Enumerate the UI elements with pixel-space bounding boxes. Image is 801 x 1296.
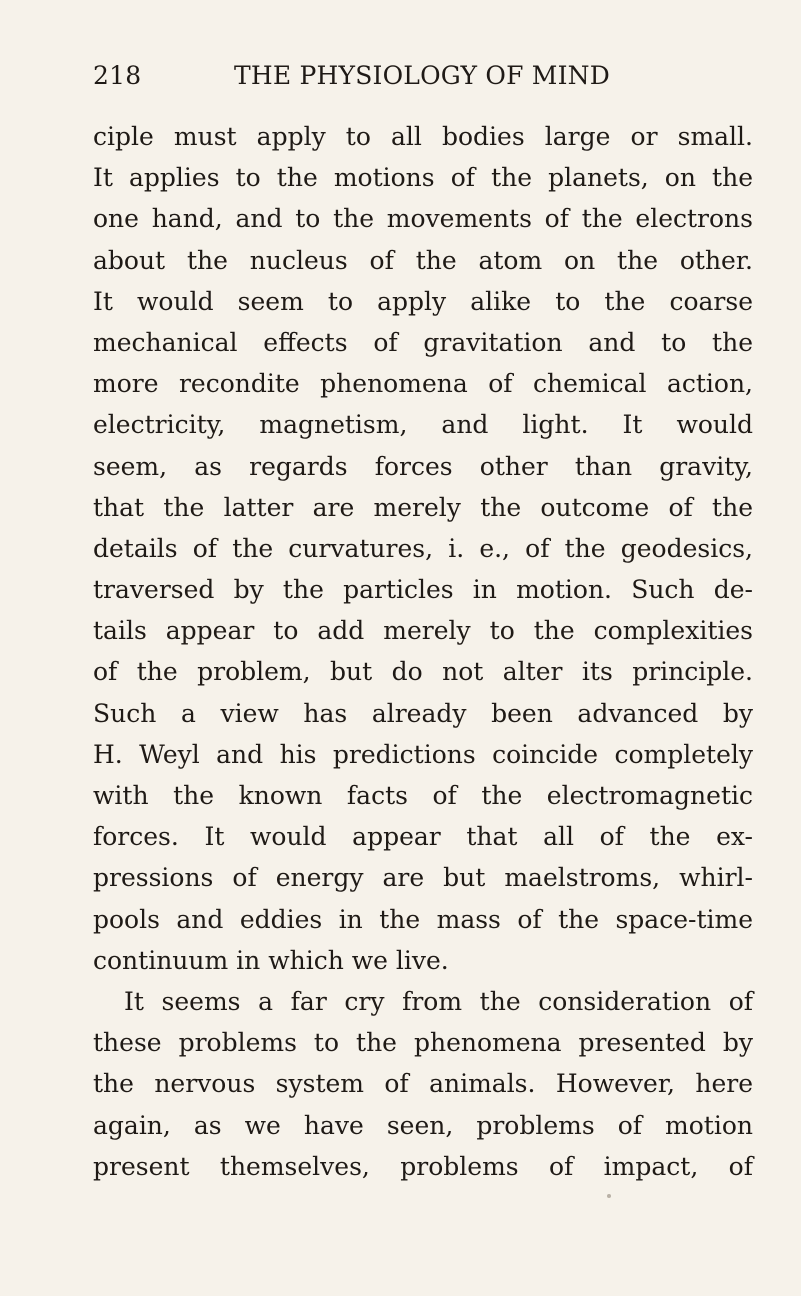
text-line: traversed by the particles in motion. Such de- xyxy=(93,575,753,605)
text-line: electricity, magnetism, and light. It would xyxy=(93,410,753,440)
page-number: 218 xyxy=(93,61,142,90)
body-text xyxy=(93,116,753,1187)
text-line: again, as we have seen, problems of motion xyxy=(93,1110,753,1140)
text-line: more recondite phenomena of chemical action, xyxy=(93,369,753,399)
text-line: with the known facts of the electromagnetic xyxy=(93,781,753,810)
text-line: that the latter are merely the outcome of the xyxy=(93,492,753,522)
text-line: It would seem to apply alike to the coarse xyxy=(93,286,753,316)
text-line: the nervous system of animals. However, here xyxy=(93,1069,753,1099)
text-line: tails appear to add merely to the complexities xyxy=(93,616,753,646)
text-line: pressions of energy are but maelstroms, whirl- xyxy=(93,863,753,893)
text-line: these problems to the phenomena presented by xyxy=(93,1028,753,1058)
paper-speck xyxy=(607,1194,611,1198)
text-line: pools and eddies in the mass of the space-time xyxy=(93,904,753,934)
text-line: H. Weyl and his predictions coincide completely xyxy=(93,739,753,769)
text-line: forces. It would appear that all of the ex- xyxy=(93,822,753,852)
text-line: ciple must apply to all bodies large or small. xyxy=(93,122,753,151)
text-line: It applies to the motions of the planets, on the xyxy=(93,163,753,193)
text-line: continuum in which we live. xyxy=(93,945,449,975)
text-line: It seems a far cry from the consideration of xyxy=(124,986,753,1016)
text-line: details of the curvatures, i. e., of the geodesics, xyxy=(93,533,753,563)
text-line: seem, as regards forces other than gravity, xyxy=(93,451,753,481)
text-line: present themselves, problems of impact, of xyxy=(93,1151,753,1181)
running-header xyxy=(93,56,733,96)
running-title: THE PHYSIOLOGY OF MIND xyxy=(234,61,610,90)
text-line: one hand, and to the movements of the electrons xyxy=(93,204,753,234)
text-line: Such a view has already been advanced by xyxy=(93,698,753,728)
text-line: of the problem, but do not alter its principle. xyxy=(93,657,753,687)
text-line: mechanical effects of gravitation and to the xyxy=(93,327,753,357)
text-line: about the nucleus of the atom on the other. xyxy=(93,245,753,275)
